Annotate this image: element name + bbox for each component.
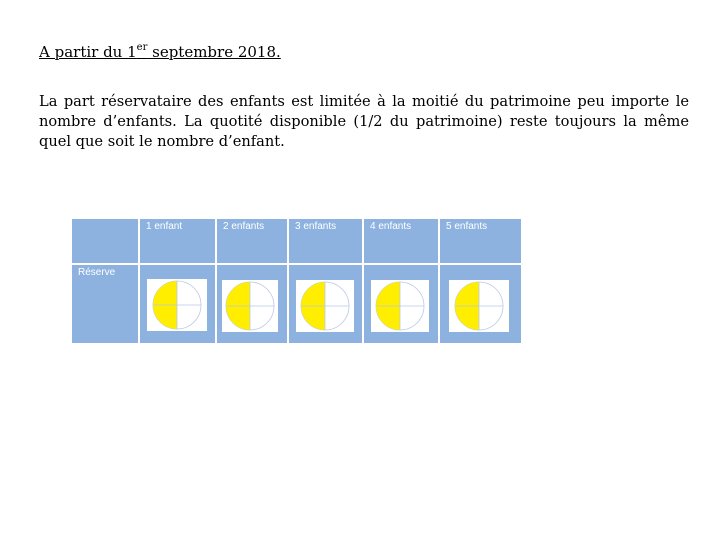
reserve-pie-2 bbox=[222, 280, 278, 332]
reserve-pie-1 bbox=[147, 279, 207, 331]
row-label-reserve: Réserve bbox=[72, 265, 138, 343]
corner-cell bbox=[72, 219, 138, 263]
reserve-pie-3 bbox=[296, 280, 354, 332]
page-heading: A partir du 1er septembre 2018. bbox=[39, 42, 281, 61]
column-header-1: 1 enfant bbox=[140, 219, 215, 263]
column-header-3: 3 enfants bbox=[289, 219, 362, 263]
column-header-5: 5 enfants bbox=[440, 219, 521, 263]
column-header-2: 2 enfants bbox=[217, 219, 287, 263]
reserve-table bbox=[72, 219, 521, 343]
reserve-pie-4 bbox=[371, 280, 429, 332]
column-header-4: 4 enfants bbox=[364, 219, 438, 263]
reserve-pie-5 bbox=[449, 280, 509, 332]
intro-paragraph: La part réservataire des enfants est limitée à la moitié du patrimoine peu importe le nombre d’enfants. La quotité disponible (1/2 du patrimoine) reste toujours la même quel que soit le nombre d’enfant. bbox=[39, 93, 689, 150]
